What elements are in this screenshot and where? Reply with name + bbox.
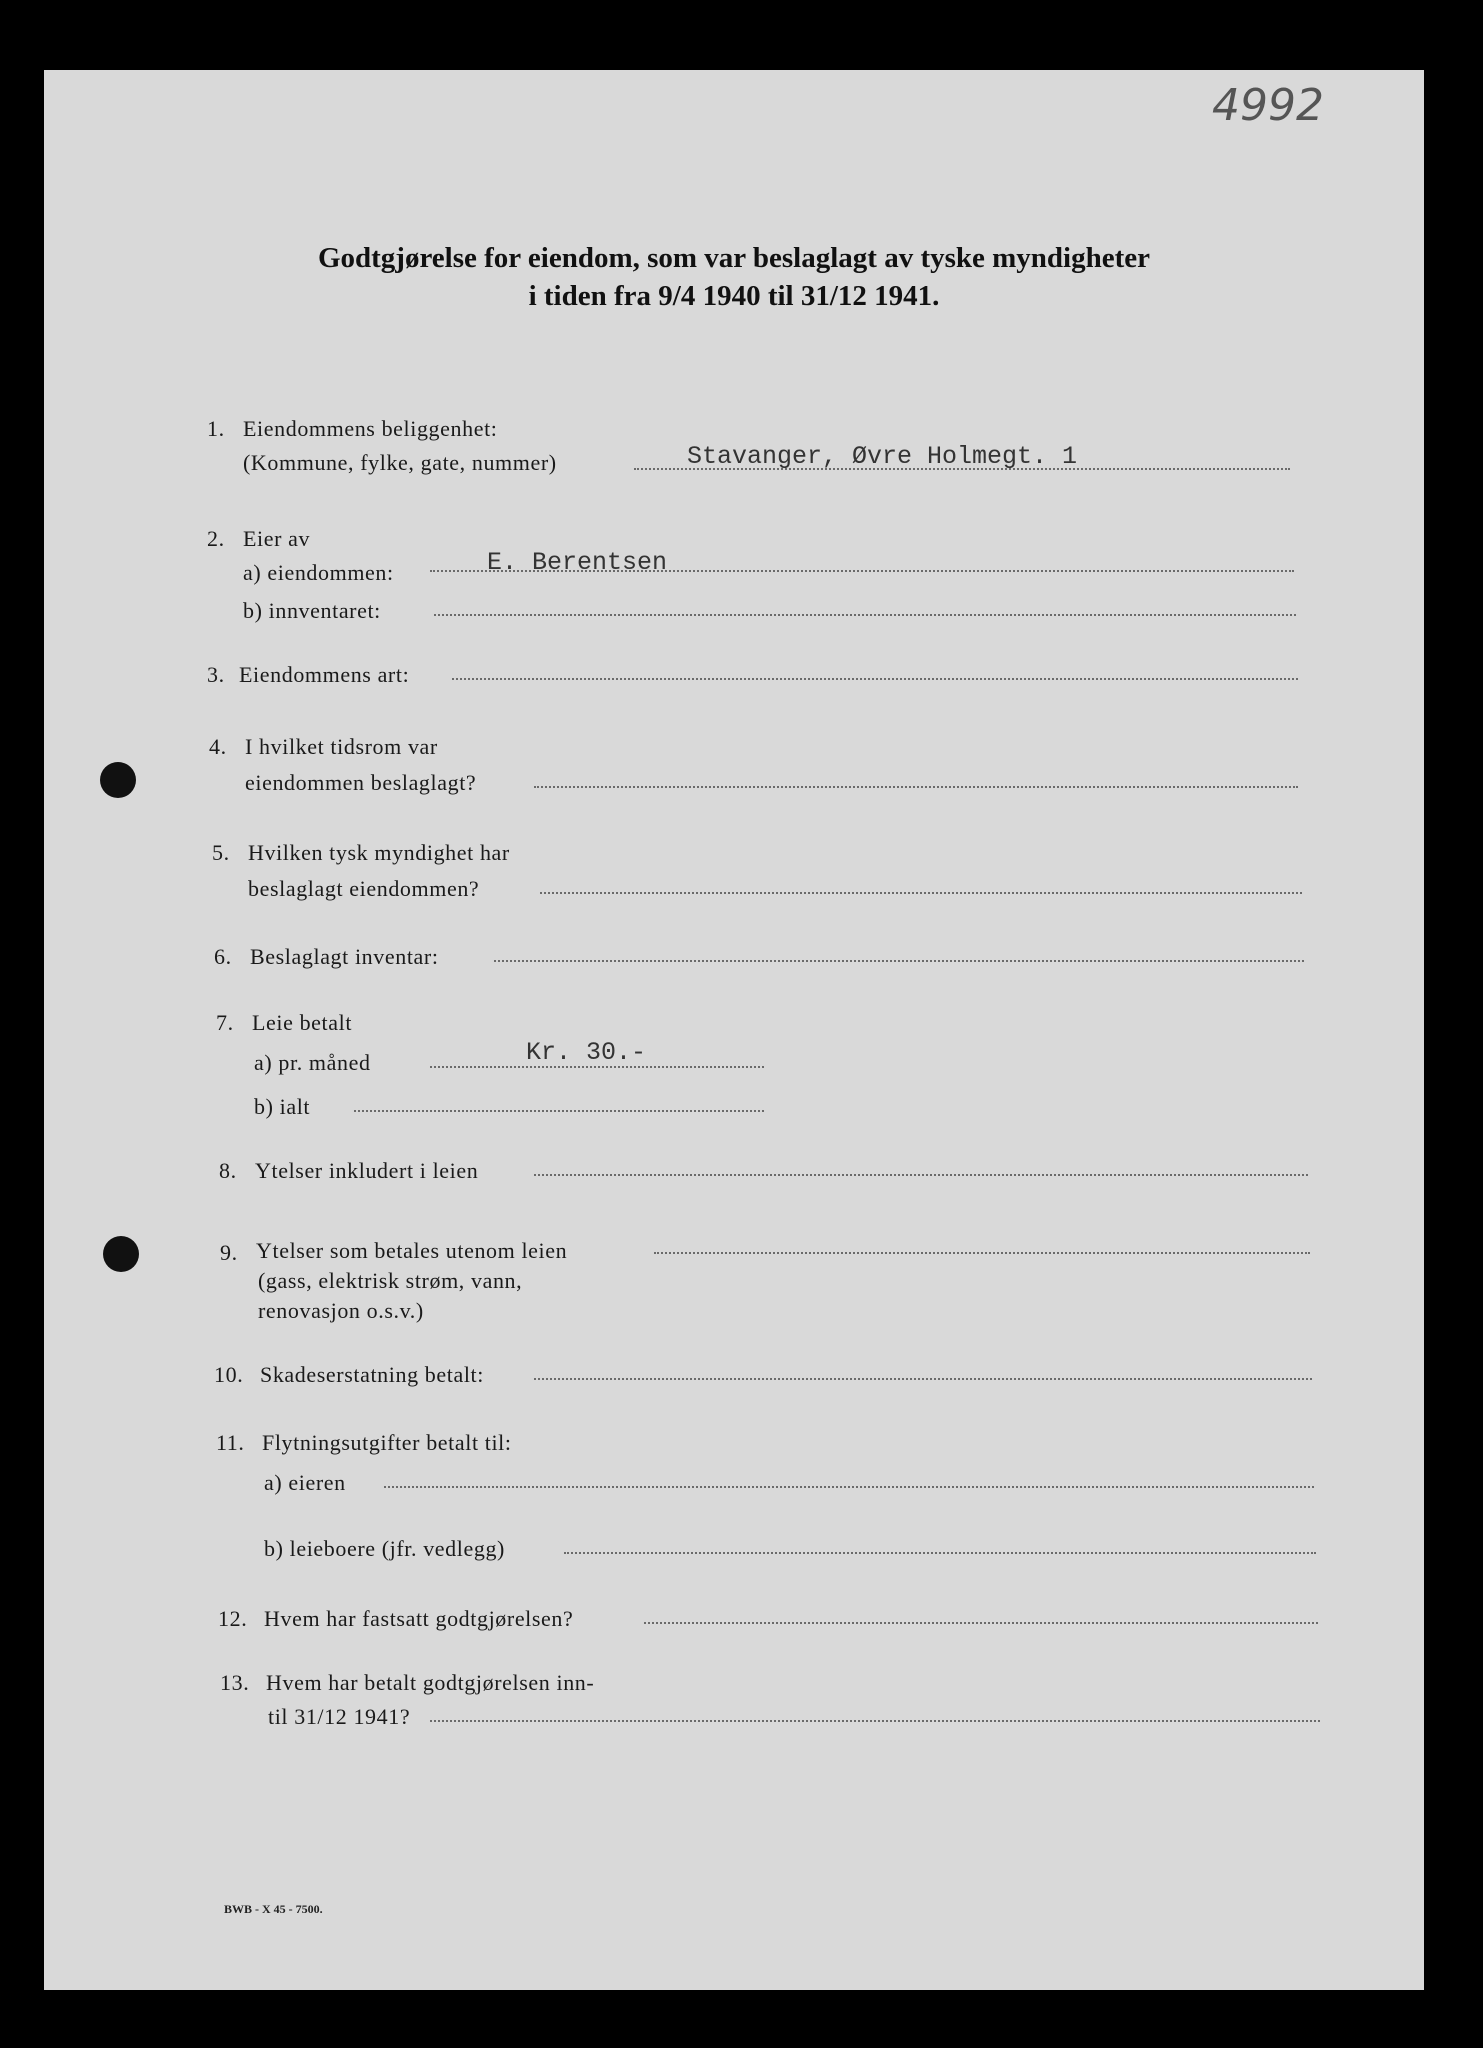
item-9-sublabel-1: (gass, elektrisk strøm, vann, — [258, 1268, 523, 1293]
item-2b-label: b) innventaret: — [243, 598, 381, 623]
item-4-sublabel: eiendommen beslaglagt? — [245, 770, 477, 795]
item-6-field-line — [494, 960, 1304, 962]
item-12-label: Hvem har fastsatt godtgjørelsen? — [264, 1606, 574, 1631]
item-8-number: 8. — [219, 1158, 237, 1183]
item-1-label: Eiendommens beliggenhet: — [243, 416, 498, 441]
item-8-label: Ytelser inkludert i leien — [255, 1158, 479, 1183]
item-11-number: 11. — [216, 1430, 245, 1455]
item-4-label: I hvilket tidsrom var — [245, 734, 438, 759]
item-4-field-line — [534, 786, 1298, 788]
form-page — [44, 70, 1424, 1990]
item-8-field-line — [534, 1174, 1308, 1176]
item-13-label: Hvem har betalt godtgjørelsen inn- — [266, 1670, 595, 1695]
item-2b-field-line — [434, 614, 1296, 616]
item-13-number: 13. — [220, 1670, 250, 1695]
punch-hole-lower — [103, 1236, 139, 1272]
item-13-field-line — [430, 1720, 1320, 1722]
print-footer: BWB - X 45 - 7500. — [224, 1902, 323, 1916]
item-11b-field-line — [564, 1552, 1316, 1554]
item-3-label: Eiendommens art: — [239, 662, 410, 687]
item-11-label: Flytningsutgifter betalt til: — [262, 1430, 512, 1455]
item-12-field-line — [644, 1622, 1318, 1624]
item-9-field-line — [654, 1252, 1310, 1254]
item-9-number: 9. — [220, 1240, 238, 1265]
item-7b-field-line — [354, 1110, 764, 1112]
item-5-number: 5. — [212, 840, 230, 865]
punch-hole-upper — [100, 762, 136, 798]
form-title-line2: i tiden fra 9/4 1940 til 31/12 1941. — [528, 280, 940, 312]
item-2a-value: E. Berentsen — [487, 548, 668, 577]
archive-number: 4992 — [1212, 80, 1324, 131]
item-5-sublabel: beslaglagt eiendommen? — [248, 876, 480, 901]
item-9-label: Ytelser som betales utenom leien — [256, 1238, 568, 1263]
item-6-number: 6. — [214, 944, 232, 969]
item-5-field-line — [540, 892, 1302, 894]
item-12-number: 12. — [218, 1606, 248, 1631]
item-7a-label: a) pr. måned — [254, 1050, 371, 1075]
item-10-label: Skadeserstatning betalt: — [260, 1362, 484, 1387]
item-7-label: Leie betalt — [252, 1010, 353, 1035]
item-9-sublabel-2: renovasjon o.s.v.) — [258, 1298, 424, 1323]
item-11b-label: b) leieboere (jfr. vedlegg) — [264, 1536, 505, 1561]
item-1-number: 1. — [207, 416, 225, 441]
item-7a-value: Kr. 30.- — [526, 1038, 647, 1067]
item-13-sublabel: til 31/12 1941? — [268, 1704, 411, 1729]
item-7-number: 7. — [216, 1010, 234, 1035]
form-title-line1: Godtgjørelse for eiendom, som var beslaglagt av tyske myndigheter — [317, 242, 1151, 274]
item-4-number: 4. — [209, 734, 227, 759]
item-10-number: 10. — [214, 1362, 244, 1387]
item-1-sublabel: (Kommune, fylke, gate, nummer) — [243, 450, 557, 475]
item-5-label: Hvilken tysk myndighet har — [248, 840, 510, 865]
item-2a-label: a) eiendommen: — [243, 560, 394, 585]
item-6-label: Beslaglagt inventar: — [250, 944, 439, 969]
item-2-number: 2. — [207, 526, 225, 551]
item-1-value: Stavanger, Øvre Holmegt. 1 — [687, 442, 1078, 471]
item-3-field-line — [452, 678, 1298, 680]
item-11a-label: a) eieren — [264, 1470, 346, 1495]
item-10-field-line — [534, 1378, 1312, 1380]
item-2-label: Eier av — [243, 526, 311, 551]
item-11a-field-line — [384, 1486, 1314, 1488]
item-7b-label: b) ialt — [254, 1094, 311, 1119]
item-3-number: 3. — [207, 662, 225, 687]
